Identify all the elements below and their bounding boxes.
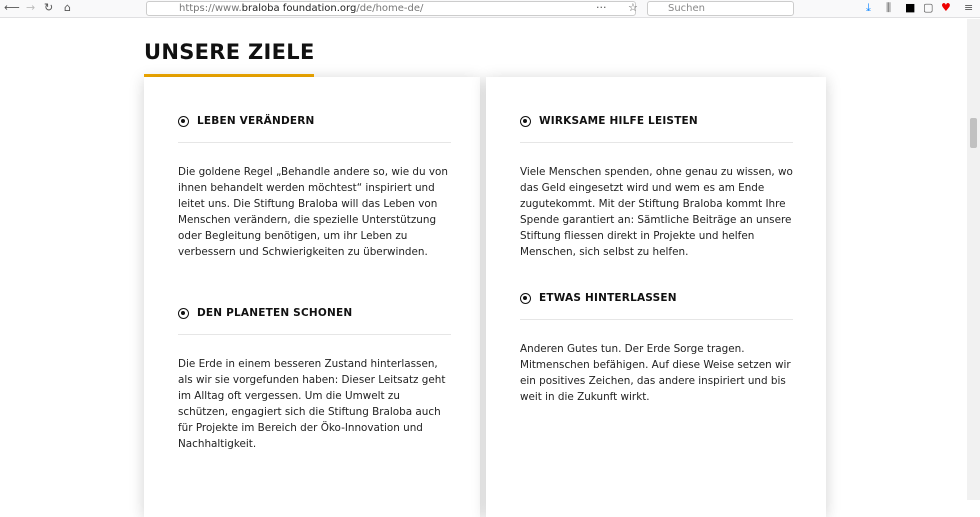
menu-icon[interactable]: ≡ xyxy=(964,1,974,14)
target-icon xyxy=(178,308,189,319)
goal-title: DEN PLANETEN SCHONEN xyxy=(197,307,353,319)
url-domain: braloba foundation.org xyxy=(241,3,357,14)
url-path: /de/home-de/ xyxy=(356,3,424,14)
search-input[interactable] xyxy=(647,1,794,16)
search-placeholder: Suchen xyxy=(668,3,706,14)
goal-text: Viele Menschen spenden, ohne genau zu wissen, wo das Geld eingesetzt wird und wem es am Ende zugutekommt. Mit der Stiftung Braloba kommt Ihre Spende garantiert an: Sämtliche Beiträge an unsere Stiftung fliessen direkt in Projekte und helfen Menschen, sich selbst zu helfen. xyxy=(520,166,793,258)
goal-title: LEBEN VERÄNDERN xyxy=(197,115,315,127)
download-icon[interactable]: ⤓ xyxy=(866,1,871,14)
goal-title: ETWAS HINTERLASSEN xyxy=(539,292,677,304)
url-bar[interactable] xyxy=(146,1,636,16)
divider xyxy=(178,334,451,335)
reload-icon[interactable]: ↻ xyxy=(44,1,54,14)
goal-section xyxy=(178,114,451,260)
goal-section xyxy=(178,306,451,452)
url-prefix: https://www. xyxy=(179,3,242,14)
divider xyxy=(520,319,793,320)
goal-section xyxy=(520,114,793,260)
home-icon[interactable]: ⌂ xyxy=(64,1,71,14)
divider xyxy=(178,142,451,143)
back-icon[interactable]: ⟵ xyxy=(4,1,20,14)
goal-section xyxy=(520,291,793,405)
scrollbar[interactable] xyxy=(967,19,980,500)
goal-text: Die Erde in einem besseren Zustand hinterlassen, als wir sie vorgefunden haben: Dieser Leitsatz geht im Alltag oft vergessen. Um die Umwelt zu schützen, engagiert sich die Stiftung Braloba auch für Projekte im Bereich der Öko-Innovation und Nachhaltigkeit. xyxy=(178,358,446,450)
goal-text: Die goldene Regel „Behandle andere so, wie du von ihnen behandelt werden möchtest“ inspiriert und leitet uns. Die Stiftung Braloba will das Leben von Menschen verändern, die spezielle Unterstützung oder Begleitung benötigen, um ihr Leben zu verbessern und Schwierigkeiten zu überwinden. xyxy=(178,166,448,258)
extension-icon[interactable]: ■ xyxy=(905,1,916,14)
browser-toolbar xyxy=(0,0,980,18)
pocket-red-icon[interactable]: ♥ xyxy=(941,1,951,14)
bookmark-icon[interactable]: ☆ xyxy=(628,1,638,14)
forward-icon[interactable]: → xyxy=(26,1,36,14)
goal-title: WIRKSAME HILFE LEISTEN xyxy=(539,115,698,127)
divider xyxy=(520,142,793,143)
page-title: UNSERE ZIELE xyxy=(144,40,315,64)
goal-text: Anderen Gutes tun. Der Erde Sorge tragen. Mitmenschen befähigen. Auf diese Weise setzen wir ein positives Zeichen, das andere inspiriert und bis weit in die Zukunft wirkt. xyxy=(520,343,791,403)
scrollbar-thumb[interactable] xyxy=(970,118,977,148)
goals-card-left xyxy=(144,77,480,517)
target-icon xyxy=(520,293,531,304)
goals-card-right xyxy=(486,77,826,517)
target-icon xyxy=(520,116,531,127)
target-icon xyxy=(178,116,189,127)
library-icon[interactable]: ⫼ xyxy=(886,1,892,14)
sync-icon[interactable]: ▢ xyxy=(923,1,934,14)
more-icon[interactable]: ··· xyxy=(596,1,607,14)
